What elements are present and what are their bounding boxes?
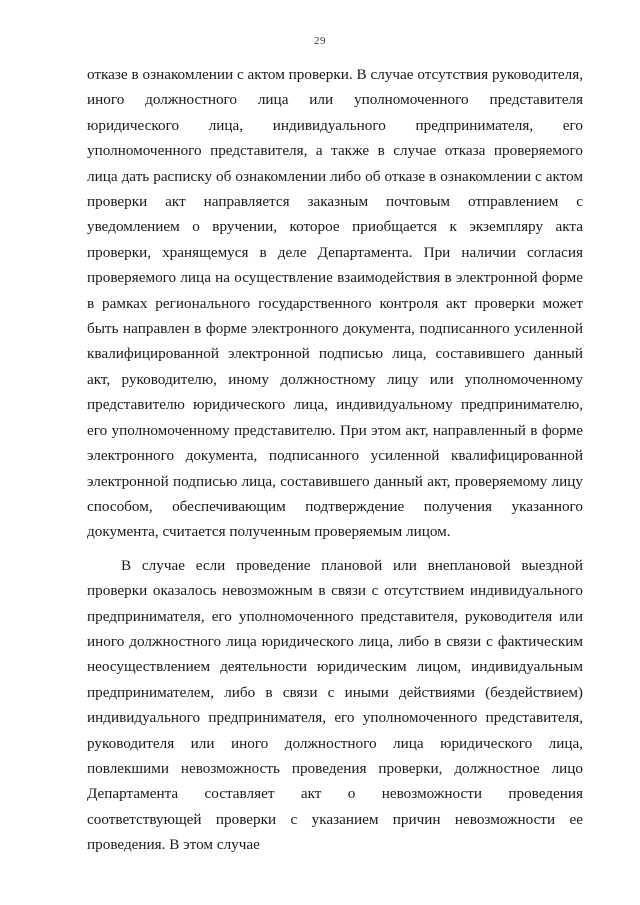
paragraph-continuation: отказе в ознакомлении с актом проверки. В случае отсутствия руководителя, иного должностного лица или уполномоченного представителя юридического лица, индивидуального предпринимателя, его уполномоченного представителя, а также в случае отказа проверяемого лица дать расписку об ознакомлении либо об отказе в ознакомлении с актом проверки акт направляется заказным почтовым отправлением с уведомлением о вручении, которое приобщается к экземпляру акта проверки, хранящемуся в деле Департамента. При наличии согласия проверяемого лица на осуществление взаимодействия в электронной форме в рамках регионального государственного контроля акт проверки может быть направлен в форме электронного документа, подписанного усиленной квалифицированной электронной подписью лица, составившего данный акт, руководителю, иному должностному лицу или уполномоченному представителю юридического лица, индивидуальному предпринимателю, его уполномоченному представителю. При этом акт, направленный в форме электронного документа, подписанного усиленной квалифицированной электронной подписью лица, составившего данный акт, проверяемому лицу способом, обеспечивающим подтверждение получения указанного документа, считается полученным проверяемым лицом. [87,66,583,541]
document-body [87,62,583,858]
page-number: 29 [314,35,326,47]
paragraph-new: В случае если проведение плановой или внеплановой выездной проверки оказалось невозможным в связи с отсутствием индивидуального предпринимателя, его уполномоченного представителя, руководителя или иного должностного лица юридического лица, либо в связи с фактическим неосуществлением деятельности юридическим лицом, индивидуальным предпринимателем, либо в связи с иными действиями (бездействием) индивидуального предпринимателя, его уполномоченного представителя, руководителя или иного должностного лица юридического лица, повлекшими невозможность проведения проверки, должностное лицо Департамента составляет акт о невозможности проведения соответствующей проверки с указанием причин невозможности ее проведения. В этом случае [87,556,583,854]
